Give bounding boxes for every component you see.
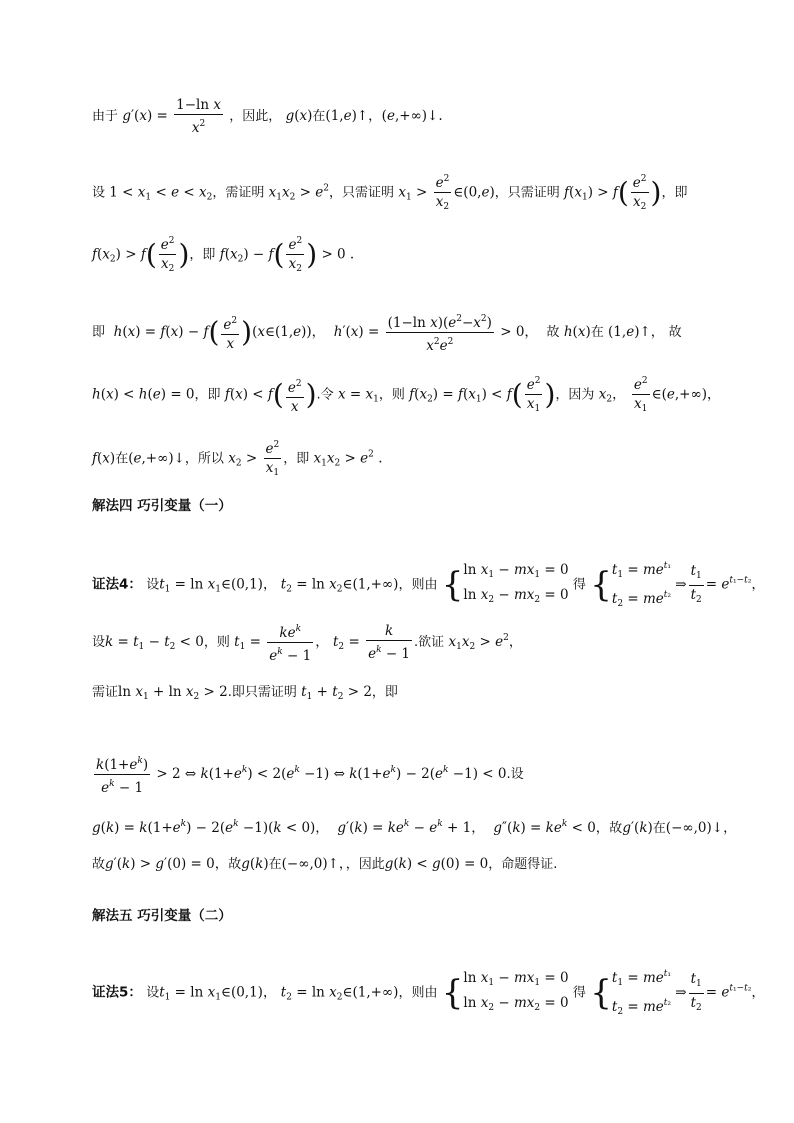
line-4: 即 h(x) = f(x) − f( $\frac{e^2}{x}$ )(x∈(1,e))， h′(x) = $\frac{(1-\ln x)(e^2-x^2)}{x^2e^2}$ > 0， 故 h(x)在 (1,e)↑， 故 [92, 310, 682, 355]
equation-system: $\ln x_1 - mx_1 = 0$ $\ln x_2 - mx_2 = 0$ [463, 970, 569, 1013]
line-10: $\frac{k(1+e^k)}{e^k - 1}$ > 2 ⇔ $k(1+e^k) < 2(e^k -1)$ ⇔ $k(1+e^k) - 2(e^k -1) < 0$.设 [92, 752, 524, 797]
line-3: $f(x_2) > f$( $\frac{e^2}{x_2}$ )，即 $f(x_2) - f$( $\frac{e^2}{x_2}$ ) > 0 . [92, 232, 354, 278]
text-youyu: 由于 [92, 109, 119, 124]
equation-system: $t_1 = me^{t_1}$ $t_2 = me^{t_2}$ [611, 561, 671, 609]
line-11: $g(k) = k(1+e^k) - 2(e^k -1)(k < 0)$， $g'(k) = ke^k - e^k + 1$， $g''(k) = ke^k < 0$，故g′(k)在(−∞,0)↓， [92, 819, 737, 836]
line-12: 故g′(k) > g′(0) = 0，故g(k)在(−∞,0)↑，，因此g(k) < g(0) = 0，命题得证. [92, 856, 558, 872]
line-7: 证法4： 设$t_1 = \ln$ $x_1\in(0,1)$， $t_2 = \ln$ $x_2\in(1,+\infty)$，则由 {ln $x_1 - mx_1 = 0$ $\ln x_2 - mx_2 = 0$ 得 {$t_1 = me^{t_1}$ $t_2 = me^{t_2}$ ⇒ $\frac{t_1}{t_2}$ = $e^{t_1-t_2}$， [92, 556, 765, 614]
line-5: h(x) < h(e) = 0，即 f(x) < f( $\frac{e^2}{x}$ ).令 $x = x_1$，则 $f(x_2) = f(x_1) < f$( $\frac{e^2}{x_1}$ )，因为 $x_2$， $\frac{e^2}{x_1}$ ∈(e,+∞)， [92, 372, 720, 418]
equation-system: $\ln x_1 - mx_1 = 0$ $\ln x_2 - mx_2 = 0$ [463, 562, 569, 605]
proof-label-4: 证法4： [92, 576, 142, 593]
equation-system: $t_1 = me^{t_1}$ $t_2 = me^{t_2}$ [611, 969, 671, 1017]
line-1: 由于 g′(x) = $\frac{\text{1−ln x}}{x^2}$ ，因此， g(x)在(1,e)↑，(e,+∞)↓. [92, 97, 443, 136]
section-heading-4: 解法四 巧引变量（一） [92, 498, 232, 514]
proof-label-5: 证法5： [92, 984, 142, 1001]
line-6: f(x)在(e,+∞)↓，所以 $x_2$ > $\frac{e^2}{x_1}$ ，即 $x_1x_2 > e^2$ . [92, 436, 383, 482]
line-9: 需证$\ln x_1 + \ln x_2 > 2$.即只需证明 $t_1 + t_2 > 2$，即 [92, 684, 398, 702]
section-heading-5: 解法五 巧引变量（二） [92, 908, 232, 924]
line-8: 设$k = t_1 - t_2 < 0$，则 $t_1$ = $ke^k$ $e^k - 1$ ， $t_2$ = $\frac{k}{e^k - 1}$ .欲证 $x_1x_2 > e^2$， [92, 620, 522, 665]
line-2: 设 $1 < x_1 < e < x_2$，需证明 $x_1x_2 > e^2$，只需证明 $x_1$ > $\frac{e^2}{x_2}$ ∈(0,e)，只需证明 $f(x_1) > f$( $\frac{e^2}{x_2}$ )，即 [92, 170, 687, 216]
fraction: $\frac{\text{1−ln x}}{x^2}$ [176, 97, 221, 136]
line-13: 证法5： 设$t_1 = \ln$ $x_1\in(0,1)$， $t_2 = \ln$ $x_2\in(1,+\infty)$，则由 {ln $x_1 - mx_1 = 0$ $\ln x_2 - mx_2 = 0$ 得 {$t_1 = me^{t_1}$ $t_2 = me^{t_2}$ ⇒ $\frac{t_1}{t_2}$ = $e^{t_1-t_2}$， [92, 964, 765, 1022]
